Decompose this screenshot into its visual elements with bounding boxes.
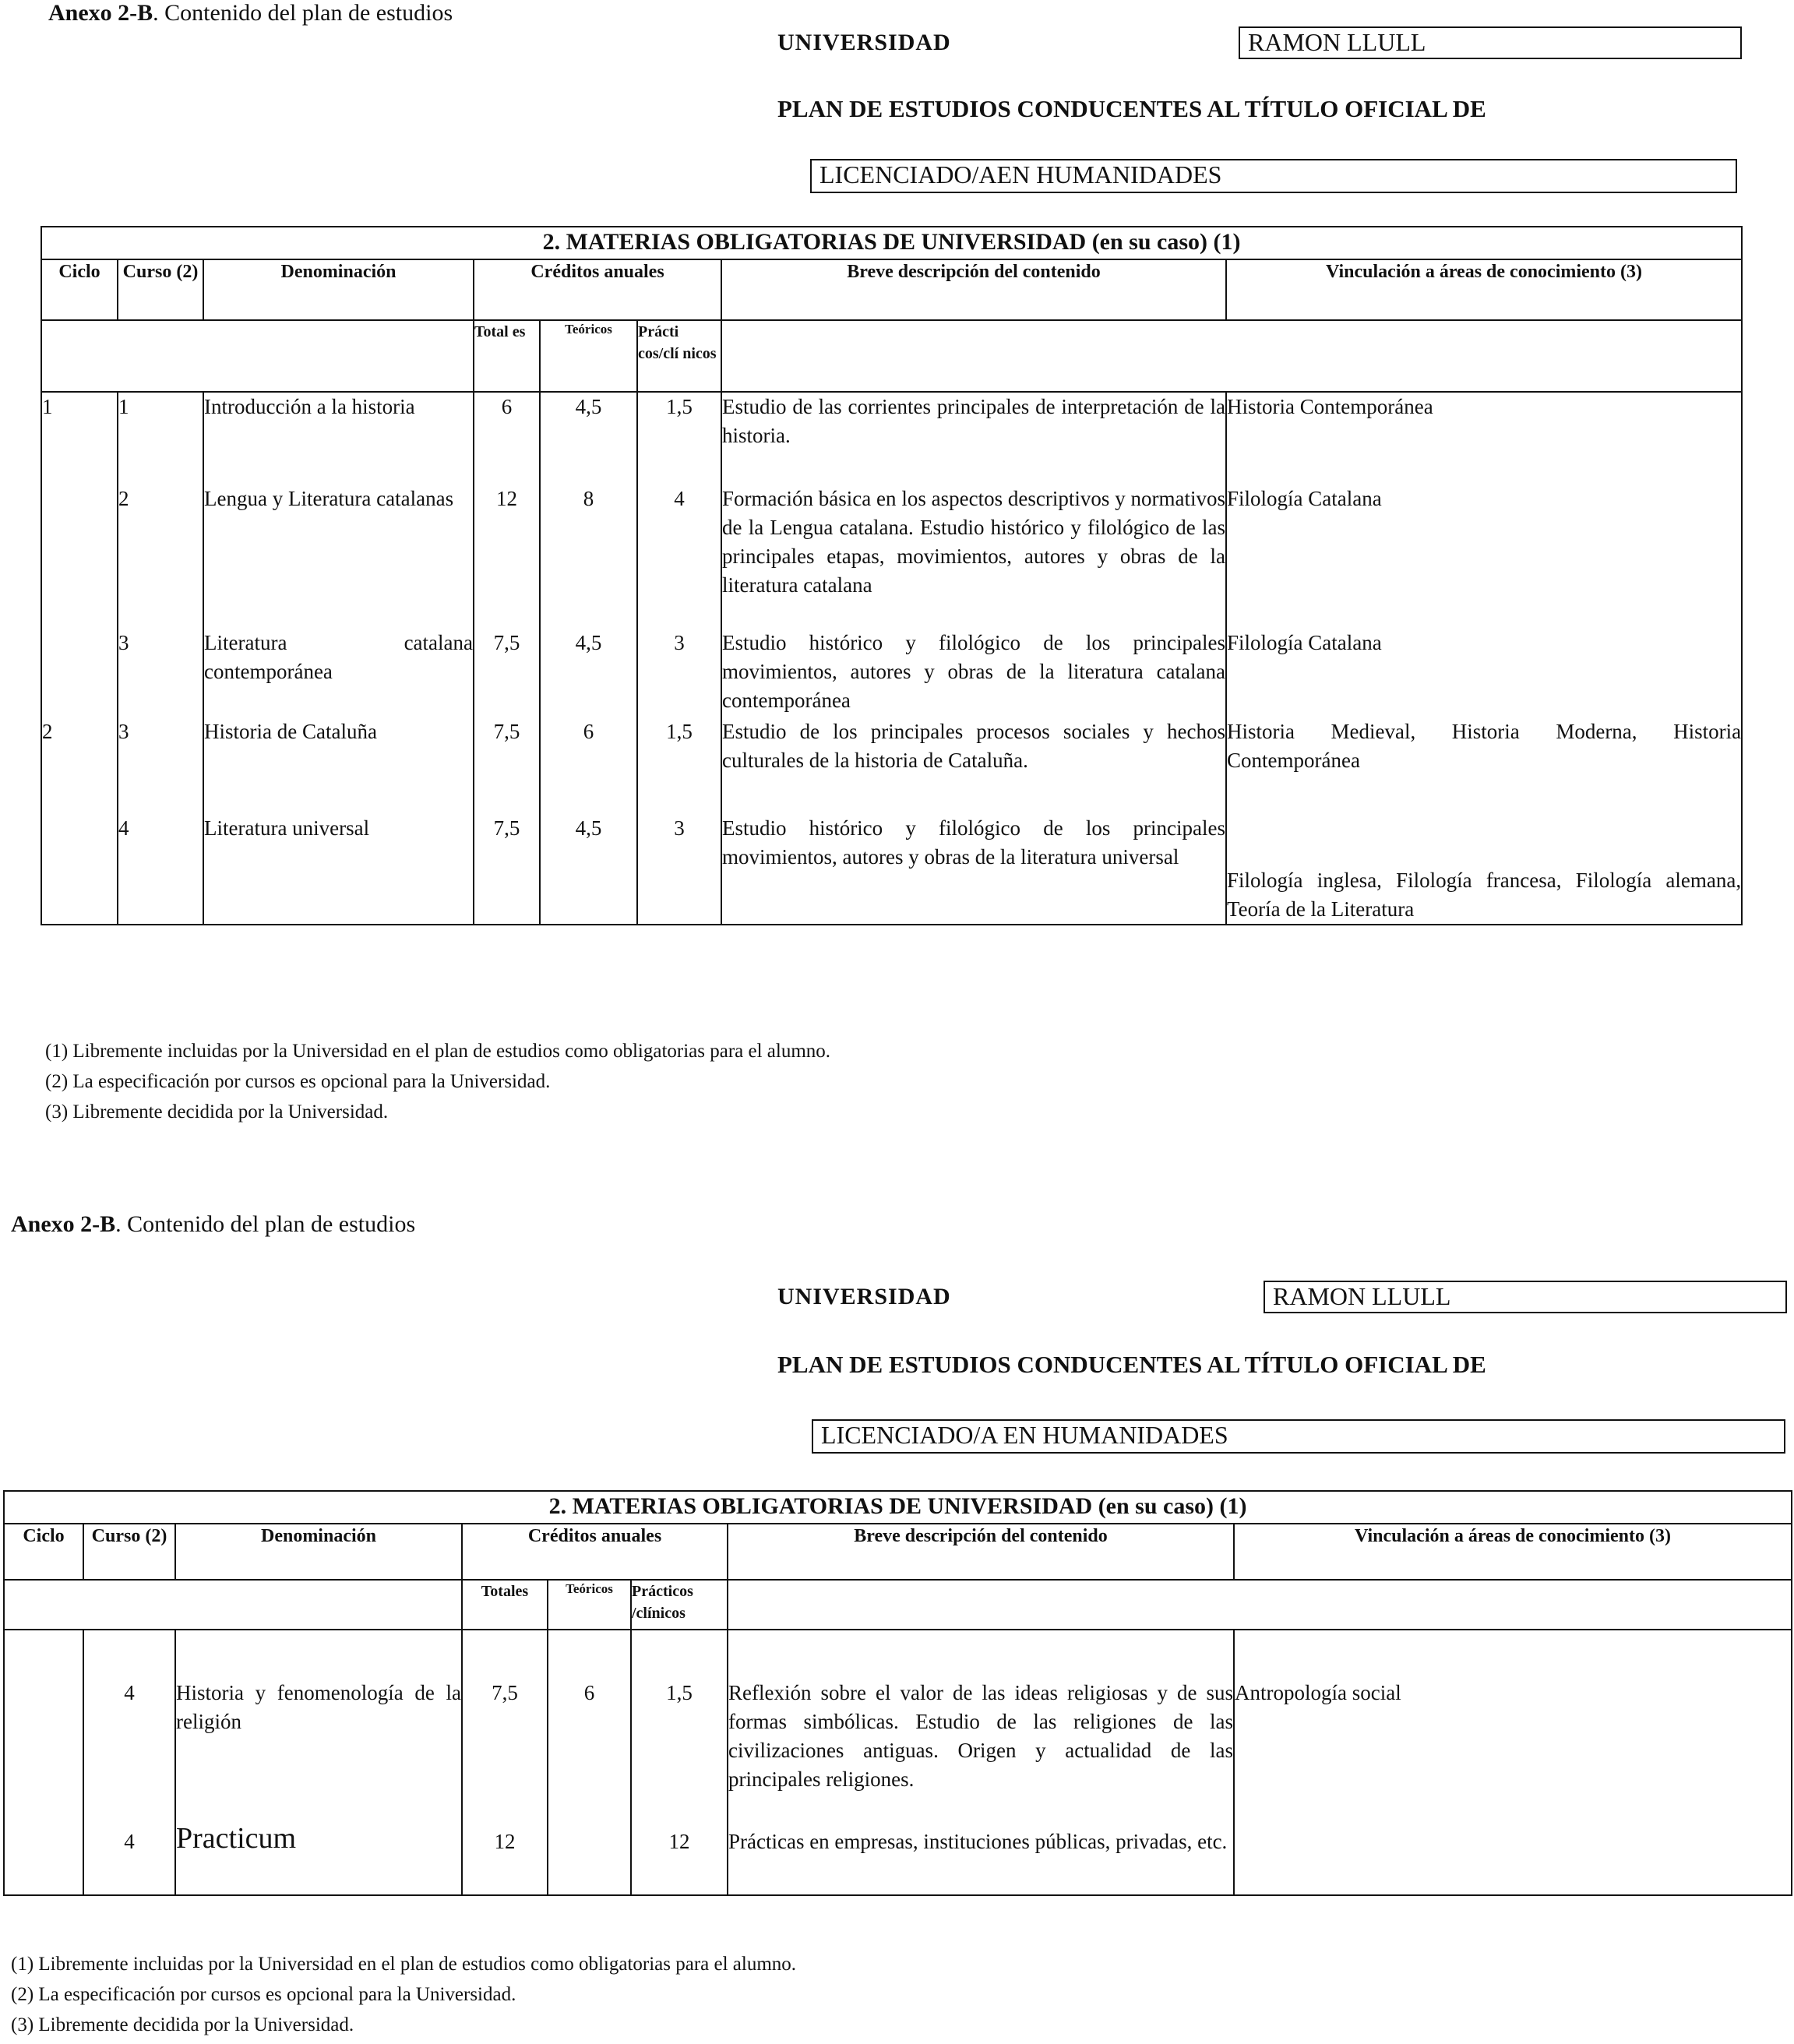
cell-curso: 4: [118, 814, 203, 925]
cell-teoricos: 6: [548, 1630, 631, 1823]
cell-ciclo: 2: [41, 717, 118, 814]
cell-vinculacion: Antropología social: [1234, 1630, 1792, 1823]
cell-practicos: 1,5: [631, 1630, 728, 1823]
cell-total: 12: [474, 485, 540, 629]
header-creditos: Créditos anuales: [474, 259, 721, 320]
university-value-box: RAMON LLULL: [1239, 26, 1742, 59]
table-title: 2. MATERIAS OBLIGATORIAS DE UNIVERSIDAD (en su caso) (1): [41, 227, 1742, 259]
university-label: UNIVERSIDAD: [777, 1284, 951, 1309]
plan-label: PLAN DE ESTUDIOS CONDUCENTES AL TÍTULO OFICIAL DE: [777, 95, 1486, 122]
cell-practicos: 1,5: [637, 392, 721, 485]
footnote: (2) La especificación por cursos es opcional para la Universidad.: [45, 1071, 551, 1092]
header-ciclo: Ciclo: [4, 1524, 83, 1580]
annex-text: . Contenido del plan de estudios: [115, 1211, 416, 1237]
cell-curso: 4: [83, 1630, 175, 1823]
cell-denominacion: Lengua y Literatura catalanas: [203, 485, 474, 629]
header-descripcion: Breve descripción del contenido: [728, 1524, 1234, 1580]
annex-text: . Contenido del plan de estudios: [153, 0, 453, 26]
header-descripcion: Breve descripción del contenido: [721, 259, 1226, 320]
cell-ciclo: [4, 1630, 83, 1823]
table-row: [41, 629, 1742, 717]
cell-descripcion: Estudio de los principales procesos sociales y hechos culturales de la historia de Cataluña.: [721, 717, 1226, 814]
table-row: [4, 1823, 1792, 1895]
page-2: [0, 1153, 1794, 2044]
cell-vinculacion: Historia Contemporánea: [1226, 392, 1742, 485]
cell-teoricos: [548, 1823, 631, 1895]
header-curso: Curso (2): [118, 259, 203, 320]
cell-vinculacion: Filología inglesa, Filología francesa, Filología alemana, Teoría de la Literatura: [1226, 814, 1742, 925]
cell-teoricos: 4,5: [540, 814, 637, 925]
table-row: [41, 814, 1742, 925]
cell-ciclo: [41, 814, 118, 925]
header-spacer-right: [728, 1580, 1792, 1630]
cell-denominacion: Literatura universal: [203, 814, 474, 925]
header-ciclo: Ciclo: [41, 259, 118, 320]
table-title: 2. MATERIAS OBLIGATORIAS DE UNIVERSIDAD (en su caso) (1): [4, 1491, 1792, 1524]
footnotes: [45, 1036, 830, 1127]
table-row: [41, 485, 1742, 629]
header-curso: Curso (2): [83, 1524, 175, 1580]
table-row: [41, 717, 1742, 814]
header-practicos: Prácticos /clínicos: [631, 1580, 728, 1630]
cell-descripcion: Prácticas en empresas, instituciones públicas, privadas, etc.: [728, 1823, 1234, 1895]
table-row: [4, 1630, 1792, 1823]
annex-heading: [48, 0, 453, 26]
cell-vinculacion: [1234, 1823, 1792, 1895]
footnote: (3) Libremente decidida por la Universidad.: [11, 2014, 354, 2035]
cell-vinculacion: Historia Medieval, Historia Moderna, Historia Contemporánea: [1226, 717, 1742, 814]
cell-curso: 3: [118, 629, 203, 717]
subjects-table: [3, 1490, 1792, 1896]
footnote: (2) La especificación por cursos es opcional para la Universidad.: [11, 1984, 516, 2005]
header-vinculacion: Vinculación a áreas de conocimiento (3): [1234, 1524, 1792, 1580]
cell-teoricos: 6: [540, 717, 637, 814]
cell-practicos: 1,5: [637, 717, 721, 814]
cell-descripcion: Estudio de las corrientes principales de interpretación de la historia.: [721, 392, 1226, 485]
header-teoricos: Teóricos: [540, 320, 637, 392]
cell-descripcion: Estudio histórico y filológico de los principales movimientos, autores y obras de la literatura universal: [721, 814, 1226, 925]
cell-denominacion: Historia de Cataluña: [203, 717, 474, 814]
header-practicos: Prácti cos/clí nicos: [637, 320, 721, 392]
cell-curso: 1: [118, 392, 203, 485]
cell-vinculacion: Filología Catalana: [1226, 629, 1742, 717]
footnote: (1) Libremente incluidas por la Universidad en el plan de estudios como obligatorias para el alumno.: [45, 1041, 831, 1062]
cell-total: 12: [462, 1823, 548, 1895]
university-label: UNIVERSIDAD: [777, 30, 951, 55]
cell-ciclo: [4, 1823, 83, 1895]
cell-descripcion: Formación básica en los aspectos descriptivos y normativos de la Lengua catalana. Estudio histórico y filológico de las principales etapas, movimientos, autores y obras de la literatura catalana: [721, 485, 1226, 629]
header-vinculacion: Vinculación a áreas de conocimiento (3): [1226, 259, 1742, 320]
cell-curso: 2: [118, 485, 203, 629]
annex-label: Anexo 2-B: [48, 0, 153, 26]
cell-descripcion: Estudio histórico y filológico de los principales movimientos, autores y obras de la literatura catalana contemporánea: [721, 629, 1226, 717]
cell-vinculacion: Filología Catalana: [1226, 485, 1742, 629]
degree-title-box: LICENCIADO/A EN HUMANIDADES: [812, 1419, 1785, 1454]
header-spacer: [41, 320, 474, 392]
cell-curso: 3: [118, 717, 203, 814]
subjects-table: [41, 226, 1743, 925]
header-spacer-right: [721, 320, 1742, 392]
cell-total: 7,5: [474, 814, 540, 925]
annex-label: Anexo 2-B: [11, 1211, 116, 1237]
cell-teoricos: 4,5: [540, 392, 637, 485]
footnotes: [11, 1949, 796, 2040]
cell-ciclo: [41, 629, 118, 717]
cell-total: 7,5: [462, 1630, 548, 1823]
cell-ciclo: [41, 485, 118, 629]
cell-practicos: 4: [637, 485, 721, 629]
cell-total: 7,5: [474, 629, 540, 717]
annex-heading: [11, 1211, 415, 1238]
cell-denominacion: Introducción a la historia: [203, 392, 474, 485]
footnote: (1) Libremente incluidas por la Universidad en el plan de estudios como obligatorias para el alumno.: [11, 1954, 797, 1975]
degree-title-box: LICENCIADO/AEN HUMANIDADES: [810, 159, 1737, 193]
header-totales: Totales: [462, 1580, 548, 1630]
cell-denominacion: Literatura catalana contemporánea: [203, 629, 474, 717]
header-teoricos: Teóricos: [548, 1580, 631, 1630]
header-spacer: [4, 1580, 462, 1630]
cell-total: 6: [474, 392, 540, 485]
cell-practicos: 3: [637, 814, 721, 925]
cell-practicos: 3: [637, 629, 721, 717]
cell-curso: 4: [83, 1823, 175, 1895]
table-row: [41, 392, 1742, 485]
footnote: (3) Libremente decidida por la Universidad.: [45, 1101, 389, 1122]
header-creditos: Créditos anuales: [462, 1524, 728, 1580]
plan-label: PLAN DE ESTUDIOS CONDUCENTES AL TÍTULO OFICIAL DE: [777, 1351, 1486, 1378]
cell-ciclo: 1: [41, 392, 118, 485]
header-totales: Total es: [474, 320, 540, 392]
cell-teoricos: 8: [540, 485, 637, 629]
cell-practicos: 12: [631, 1823, 728, 1895]
cell-teoricos: 4,5: [540, 629, 637, 717]
university-value-box: RAMON LLULL: [1264, 1281, 1787, 1313]
header-denominacion: Denominación: [175, 1524, 462, 1580]
cell-denominacion: Practicum: [175, 1823, 462, 1895]
cell-total: 7,5: [474, 717, 540, 814]
cell-descripcion: Reflexión sobre el valor de las ideas religiosas y de sus formas simbólicas. Estudio de las religiones de las civilizaciones antiguas. Origen y actualidad de las principales religiones.: [728, 1630, 1234, 1823]
cell-denominacion: Historia y fenomenología de la religión: [175, 1630, 462, 1823]
header-denominacion: Denominación: [203, 259, 474, 320]
